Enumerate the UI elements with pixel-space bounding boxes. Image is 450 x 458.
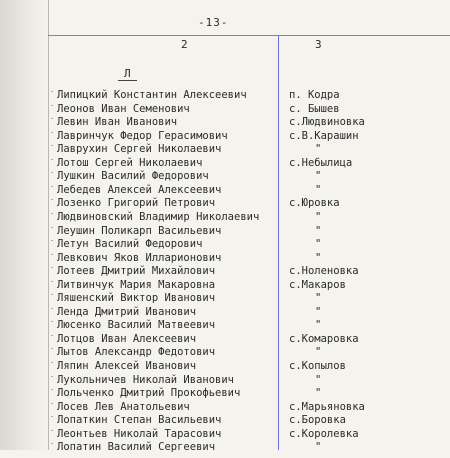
row-name: Леонов Иван Семенович	[57, 102, 190, 115]
row-margin-mark: ·	[50, 264, 55, 273]
row-place: "	[315, 346, 322, 359]
row-margin-mark: ·	[50, 331, 55, 340]
row-name: Левин Иван Иванович	[57, 116, 178, 129]
row-place: "	[315, 373, 322, 386]
row-margin-mark: ·	[50, 277, 55, 286]
row-place: "	[315, 143, 322, 156]
row-place: с.Макаров	[289, 278, 346, 291]
row-margin-mark: ·	[50, 386, 55, 395]
row-name: Людвиновский Владимир Николаевич	[57, 210, 260, 223]
row-place: "	[315, 170, 322, 183]
row-place: "	[315, 210, 322, 223]
row-margin-mark: ·	[50, 101, 55, 110]
row-name: Люсенко Василий Матвеевич	[57, 319, 216, 332]
page-number: -13-	[198, 16, 229, 29]
row-name: Леушин Поликарп Васильевич	[57, 224, 222, 237]
row-name: Лопатин Василий Сергеевич	[57, 441, 216, 454]
row-name: Лушкин Василий Федорович	[57, 170, 209, 183]
row-name: Литвинчук Мария Макаровна	[57, 278, 216, 291]
row-place: "	[315, 319, 322, 332]
row-margin-mark: ·	[50, 426, 55, 435]
row-place: "	[315, 251, 322, 264]
row-name: Левкович Яков Илларионович	[57, 251, 222, 264]
row-margin-mark: ·	[50, 359, 55, 367]
row-name: Ляпин Алексей Иванович	[57, 360, 197, 372]
row-place: с.Комаровка	[289, 332, 359, 345]
row-place: "	[315, 238, 322, 251]
row-name: Лытов Александр Федотович	[57, 346, 216, 359]
row-name: Ляшенский Виктор Иванович	[57, 292, 216, 305]
row-name: Липицкий Константин Алексеевич	[57, 89, 247, 101]
row-name: Лотцов Иван Алексеевич	[57, 332, 197, 345]
row-place: "	[315, 387, 322, 400]
row-name: Лозенко Григорий Петрович	[57, 197, 216, 210]
row-name: Лольченко Дмитрий Прокофьевич	[57, 387, 241, 400]
row-place: с.В.Карашин	[289, 129, 359, 142]
row-name: Лотеев Дмитрий Михайлович	[57, 265, 216, 278]
row-place: с. Бышев	[289, 102, 340, 115]
row-place: "	[315, 305, 322, 318]
column-header-3: 3	[315, 38, 322, 51]
row-place: "	[315, 441, 322, 454]
row-name: Лосев Лев Анатольевич	[57, 400, 190, 413]
row-margin-mark: ·	[50, 155, 55, 164]
row-margin-mark: ·	[50, 399, 55, 408]
row-place: п. Кодра	[289, 89, 340, 101]
row-name: Ленда Дмитрий Иванович	[57, 305, 197, 318]
row-margin-mark: ·	[50, 115, 55, 124]
row-name: Лебедев Алексей Алексеевич	[57, 183, 222, 196]
row-margin-mark: ·	[50, 88, 55, 96]
row-name: Лукольничев Николай Иванович	[57, 373, 235, 386]
row-margin-mark: ·	[50, 318, 55, 327]
row-name: Лавринчук Федор Герасимович	[57, 129, 228, 142]
row-name: Лопаткин Степан Васильевич	[57, 414, 222, 427]
row-place: "	[315, 183, 322, 196]
row-margin-mark: ·	[50, 291, 55, 300]
row-margin-mark: ·	[50, 372, 55, 381]
column-header-2: 2	[181, 38, 188, 51]
row-margin-mark: ·	[50, 209, 55, 218]
table-row	[0, 440, 450, 458]
row-margin-mark: ·	[50, 345, 55, 354]
row-margin-mark: ·	[50, 237, 55, 246]
row-place: с.Копылов	[289, 360, 346, 372]
row-place: с.Марьяновка	[289, 400, 365, 413]
row-margin-mark: ·	[50, 142, 55, 151]
row-margin-mark: ·	[50, 182, 55, 191]
row-margin-mark: ·	[50, 169, 55, 178]
row-place: "	[315, 292, 322, 305]
row-margin-mark: ·	[50, 250, 55, 259]
row-place: с.Королевка	[289, 427, 359, 440]
row-place: с.Людвиновка	[289, 116, 365, 129]
row-margin-mark: ·	[50, 304, 55, 313]
row-place: с.Ноленовка	[289, 265, 359, 278]
row-margin-mark: ·	[50, 223, 55, 232]
row-place: с.Небылица	[289, 156, 353, 169]
row-margin-mark: ·	[50, 413, 55, 422]
row-place: "	[315, 224, 322, 237]
row-place: с.Боровка	[289, 414, 346, 427]
table-header-rule	[48, 35, 450, 36]
row-name: Летун Василий Федорович	[57, 238, 203, 251]
row-name: Леонтьев Николай Тарасович	[57, 427, 222, 440]
row-margin-mark: ·	[50, 196, 55, 205]
row-name: Лотош Сергей Николаевич	[57, 156, 203, 169]
row-margin-mark: ·	[50, 440, 55, 449]
row-margin-mark: ·	[50, 128, 55, 137]
section-letter: Л	[118, 67, 137, 81]
row-place: с.Юровка	[289, 197, 340, 210]
row-name: Лаврухин Сергей Николаевич	[57, 143, 222, 156]
